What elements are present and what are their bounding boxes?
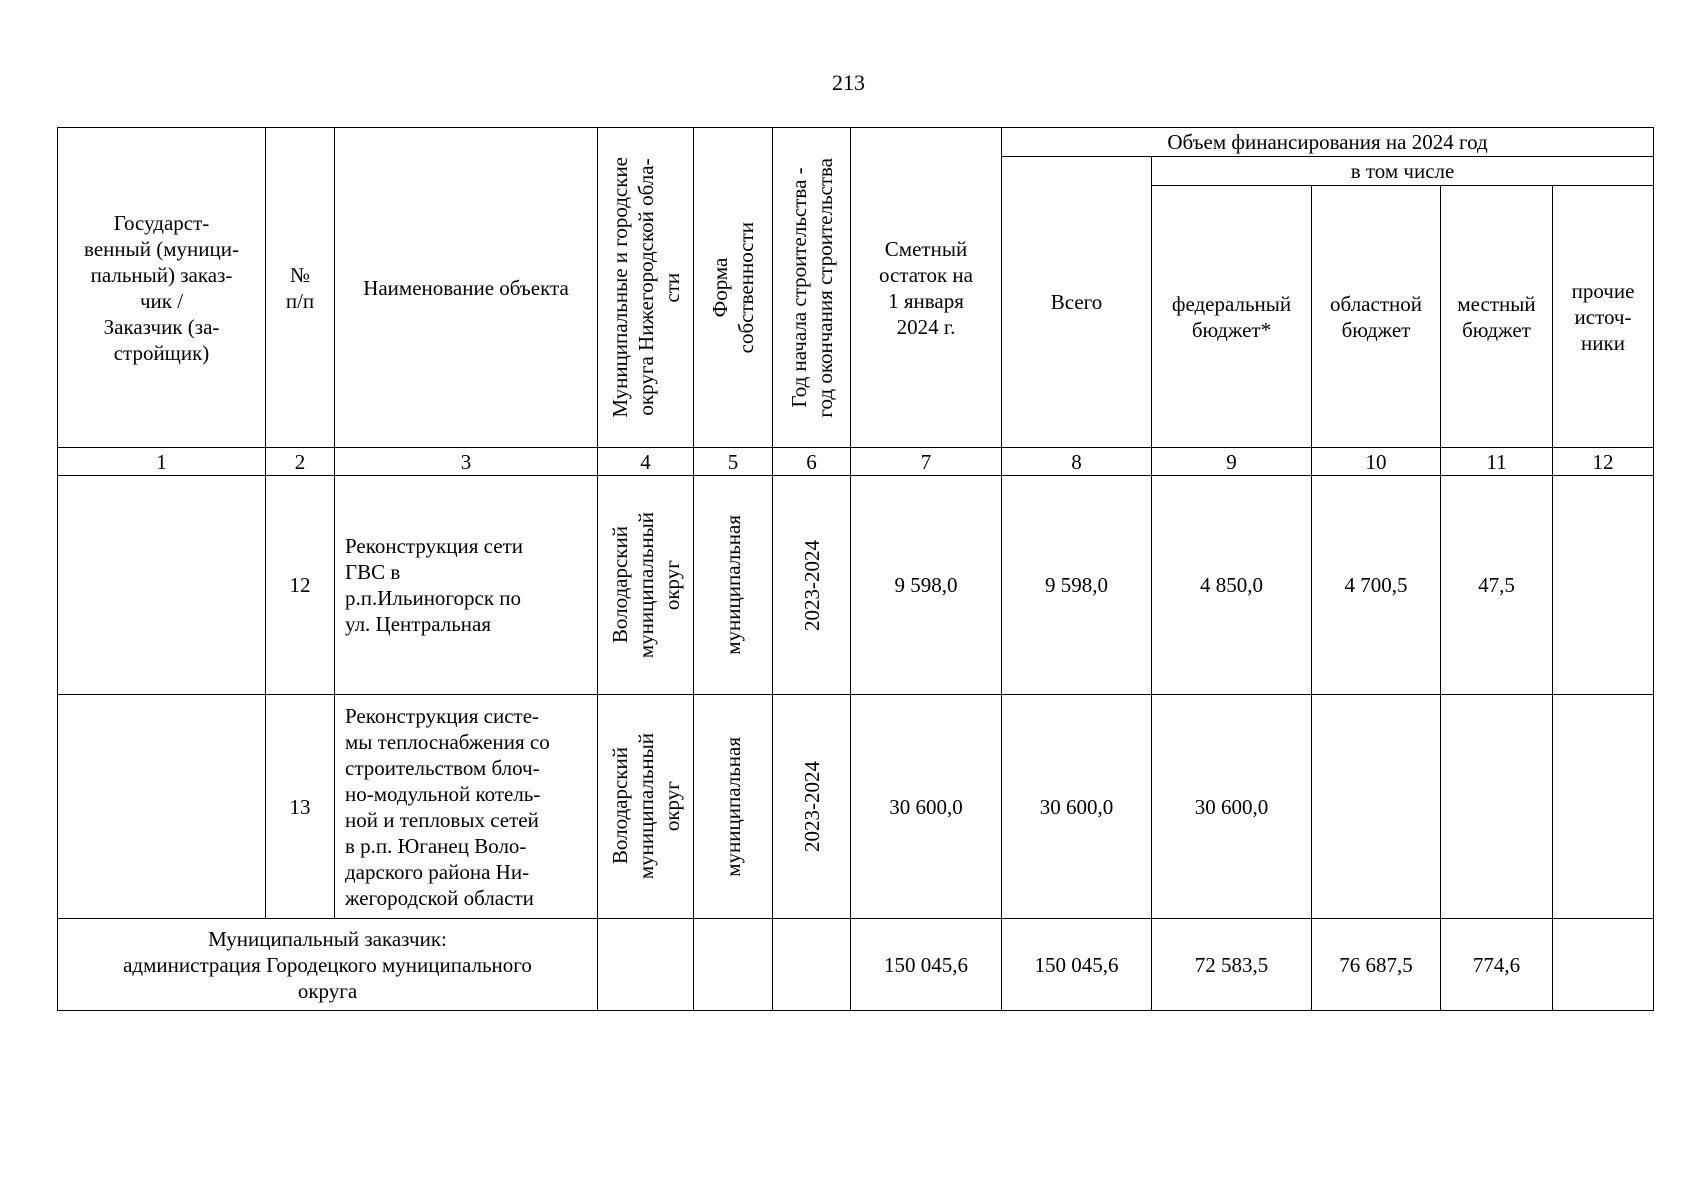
header-ownership: Форма собственности: [708, 221, 758, 354]
row-local: 47,5: [1441, 476, 1553, 695]
table-row: [58, 476, 1654, 695]
row-customer: [58, 695, 266, 919]
summary-federal: 72 583,5: [1152, 919, 1312, 1011]
row-regional: 4 700,5: [1312, 476, 1441, 695]
row-num: 13: [266, 695, 335, 919]
row-estimate: 30 600,0: [851, 695, 1002, 919]
col-number: 2: [266, 448, 335, 476]
row-years: 2023-2024: [799, 539, 824, 631]
table-row: [58, 695, 1654, 919]
header-row-1: [58, 128, 1654, 157]
row-years: 2023-2024: [799, 761, 824, 852]
col-number: 9: [1152, 448, 1312, 476]
header-num: № п/п: [266, 128, 335, 448]
row-ownership-cell: [694, 476, 773, 695]
row-customer: [58, 476, 266, 695]
row-other: [1553, 476, 1654, 695]
row-regional: [1312, 695, 1441, 919]
summary-label: Муниципальный заказчик: администрация Городецкого муниципального округа: [58, 919, 598, 1011]
header-municipality-cell: [598, 128, 694, 448]
summary-ownership: [694, 919, 773, 1011]
row-name: Реконструкция сети ГВС в р.п.Ильиногорск по ул. Центральная: [335, 476, 598, 695]
row-municipality: Володарский муниципальный округ: [607, 733, 684, 880]
col-number: 10: [1312, 448, 1441, 476]
row-ownership: муниципальная: [721, 736, 745, 877]
col-number: 5: [694, 448, 773, 476]
summary-years: [773, 919, 851, 1011]
summary-total: 150 045,6: [1002, 919, 1152, 1011]
col-number: 7: [851, 448, 1002, 476]
row-ownership: муниципальная: [721, 515, 745, 655]
summary-row: [58, 919, 1654, 1011]
summary-municipality: [598, 919, 694, 1011]
header-federal: федеральный бюджет*: [1152, 186, 1312, 448]
row-ownership-cell: [694, 695, 773, 919]
header-years: Год начала строительства - год окончания строительства: [786, 157, 837, 418]
header-funding: Объем финансирования на 2024 год: [1002, 128, 1654, 157]
row-name: Реконструкция систе- мы теплоснабжения со строительством блоч- но-модульной котель- ной и тепловых сетей в р.п. Юганец Воло- дарского района Ни- жегородской области: [335, 695, 598, 919]
header-regional: областной бюджет: [1312, 186, 1441, 448]
col-number: 11: [1441, 448, 1553, 476]
row-years-cell: [773, 476, 851, 695]
row-estimate: 9 598,0: [851, 476, 1002, 695]
header-including: в том числе: [1152, 157, 1654, 186]
summary-estimate: 150 045,6: [851, 919, 1002, 1011]
row-local: [1441, 695, 1553, 919]
header-estimate: Сметный остаток на 1 января 2024 г.: [851, 128, 1002, 448]
row-num: 12: [266, 476, 335, 695]
header-other: прочие источ- ники: [1553, 186, 1654, 448]
row-municipality: Володарский муниципальный округ: [607, 511, 684, 659]
col-number: 3: [335, 448, 598, 476]
col-number: 4: [598, 448, 694, 476]
row-municipality-cell: [598, 695, 694, 919]
row-years-cell: [773, 695, 851, 919]
summary-regional: 76 687,5: [1312, 919, 1441, 1011]
row-total: 30 600,0: [1002, 695, 1152, 919]
row-total: 9 598,0: [1002, 476, 1152, 695]
row-federal: 4 850,0: [1152, 476, 1312, 695]
col-number: 12: [1553, 448, 1654, 476]
row-other: [1553, 695, 1654, 919]
col-number: 1: [58, 448, 266, 476]
col-number: 8: [1002, 448, 1152, 476]
header-municipality: Муниципальные и городские округа Нижегородской обла- сти: [607, 157, 684, 418]
header-years-cell: [773, 128, 851, 448]
col-number: 6: [773, 448, 851, 476]
row-federal: 30 600,0: [1152, 695, 1312, 919]
summary-other: [1553, 919, 1654, 1011]
summary-local: 774,6: [1441, 919, 1553, 1011]
financing-table: [57, 127, 1654, 1011]
header-name: Наименование объекта: [335, 128, 598, 448]
column-numbers-row: [58, 448, 1654, 476]
header-local: местный бюджет: [1441, 186, 1553, 448]
row-municipality-cell: [598, 476, 694, 695]
header-customer: Государст- венный (муници- пальный) заказ- чик / Заказчик (за- стройщик): [58, 128, 266, 448]
header-total: Всего: [1002, 157, 1152, 448]
page-number: 213: [832, 70, 865, 95]
header-ownership-cell: [694, 128, 773, 448]
